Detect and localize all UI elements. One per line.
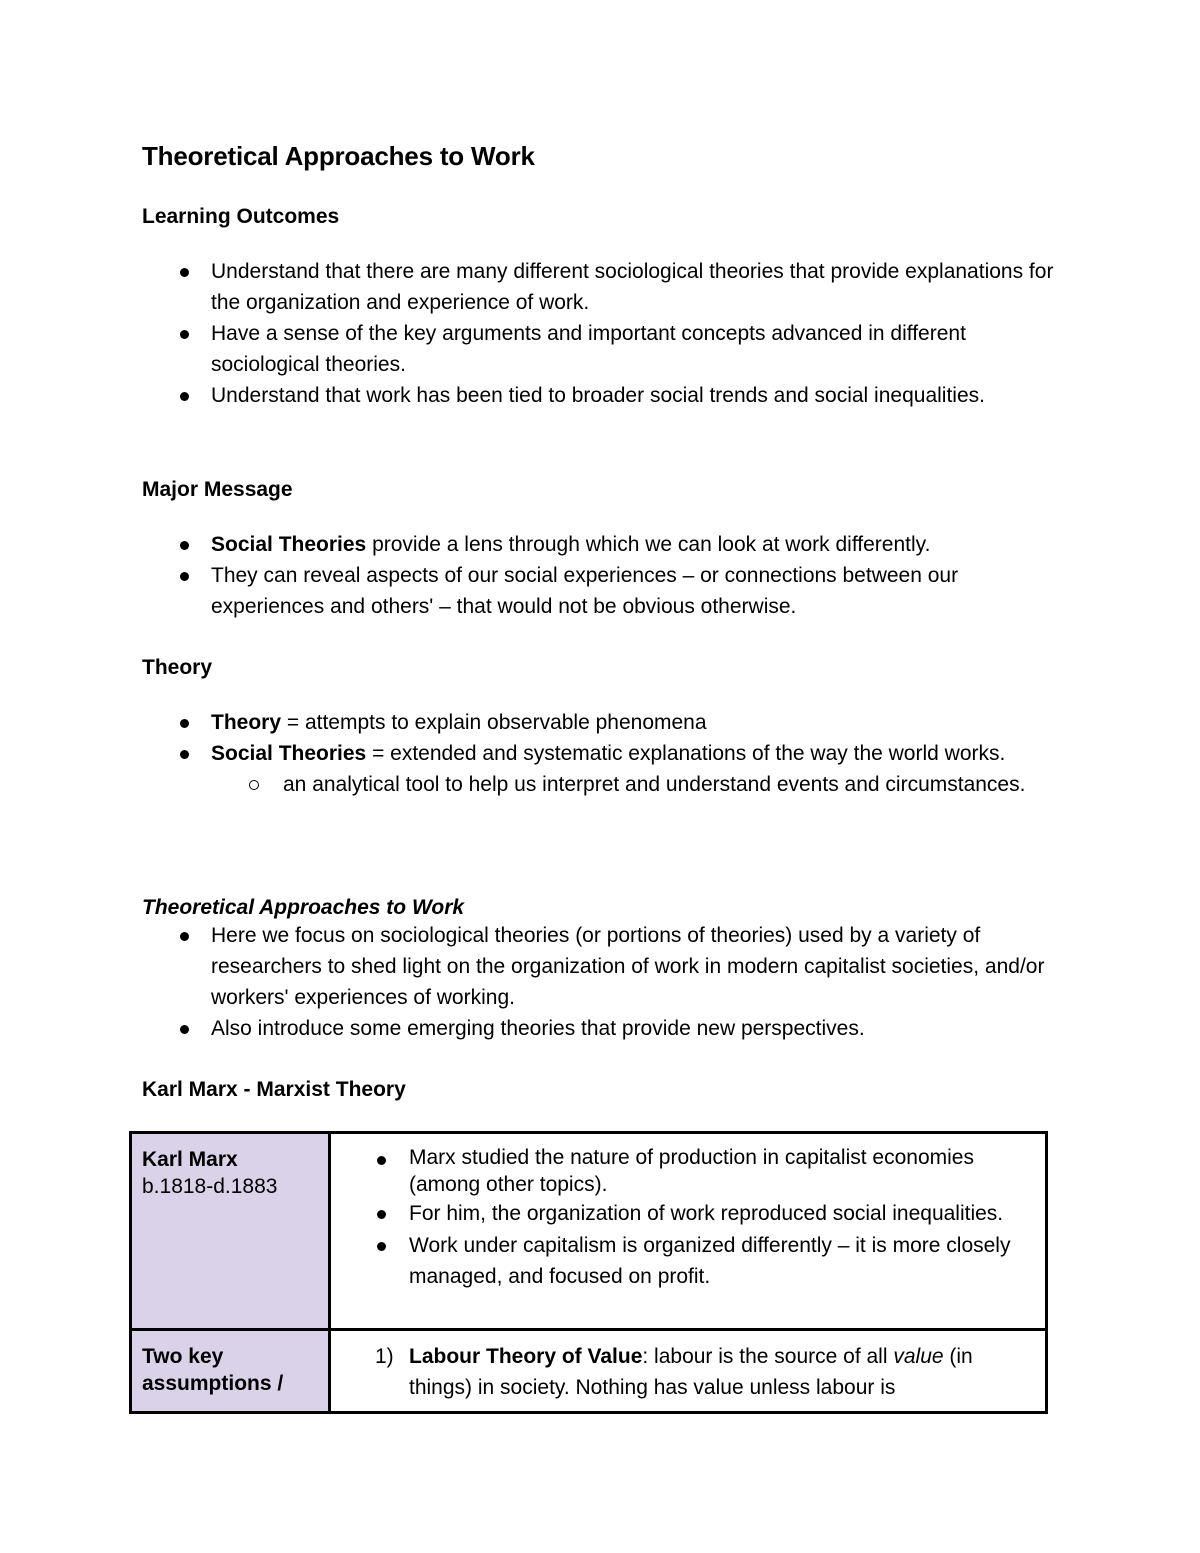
marx-bullets bbox=[343, 1144, 1033, 1292]
major-message-list bbox=[142, 529, 1072, 622]
table-row bbox=[131, 1330, 1047, 1413]
cell-label-assumptions: Two key assumptions / bbox=[142, 1345, 284, 1395]
assumptions-list bbox=[343, 1341, 1033, 1403]
table-label-cell bbox=[131, 1133, 330, 1330]
term-social-theories: Social Theories bbox=[211, 533, 367, 556]
list-number: 1) bbox=[375, 1345, 394, 1368]
list-item bbox=[343, 1341, 1033, 1403]
major-message-heading: Major Message bbox=[142, 478, 293, 501]
theory-heading: Theory bbox=[142, 656, 213, 679]
list-item: Marx studied the nature of production in capitalist economies (among other topics). bbox=[343, 1144, 1033, 1198]
list-item: Here we focus on sociological theories (or portions of theories) used by a variety of researchers to shed light on the organization of work in modern capitalist societies, and/or workers' experiences of working. bbox=[142, 920, 1072, 1013]
approaches-heading: Theoretical Approaches to Work bbox=[142, 896, 465, 919]
list-item-text: : labour is the source of all bbox=[642, 1345, 894, 1368]
list-item: Have a sense of the key arguments and important concepts advanced in different sociological theories. bbox=[142, 318, 1072, 380]
table-content-cell bbox=[330, 1133, 1047, 1330]
marx-heading: Karl Marx - Marxist Theory bbox=[142, 1078, 406, 1101]
list-item: For him, the organization of work reproduced social inequalities. bbox=[343, 1198, 1033, 1230]
cell-label-name: Karl Marx bbox=[142, 1148, 238, 1171]
sub-list-item: an analytical tool to help us interpret and understand events and circumstances. bbox=[211, 769, 1072, 800]
list-item bbox=[142, 738, 1072, 800]
term-social-theories: Social Theories bbox=[211, 742, 367, 765]
table-label-cell bbox=[131, 1330, 330, 1413]
table-content-cell bbox=[330, 1330, 1047, 1413]
theory-sub-list bbox=[211, 769, 1072, 800]
term-value: value bbox=[893, 1345, 944, 1368]
list-item: Also introduce some emerging theories that provide new perspectives. bbox=[142, 1013, 1072, 1044]
term-labour-theory: Labour Theory of Value bbox=[409, 1345, 643, 1368]
term-theory: Theory bbox=[211, 711, 282, 734]
theory-list bbox=[142, 707, 1072, 800]
list-item-text: = attempts to explain observable phenomena bbox=[281, 711, 707, 734]
learning-outcomes-heading: Learning Outcomes bbox=[142, 205, 340, 228]
list-item: Work under capitalism is organized differently – it is more closely managed, and focused on profit. bbox=[343, 1230, 1033, 1292]
list-item: Understand that there are many different sociological theories that provide explanations for the organization and experience of work. bbox=[142, 256, 1072, 318]
page-title: Theoretical Approaches to Work bbox=[142, 141, 535, 171]
list-item-text: = extended and systematic explanations of the way the world works. bbox=[366, 742, 1006, 765]
list-item: They can reveal aspects of our social experiences – or connections between our experiences and others' – that would not be obvious otherwise. bbox=[142, 560, 1072, 622]
marx-table bbox=[129, 1131, 1048, 1414]
approaches-list bbox=[142, 920, 1072, 1044]
list-item bbox=[142, 707, 1072, 738]
table-row bbox=[131, 1133, 1047, 1330]
cell-label-dates: b.1818-d.1883 bbox=[142, 1175, 278, 1198]
list-item: Understand that work has been tied to broader social trends and social inequalities. bbox=[142, 380, 1072, 411]
learning-outcomes-list bbox=[142, 256, 1072, 411]
list-item bbox=[142, 529, 1072, 560]
list-item-text: provide a lens through which we can look at work differently. bbox=[366, 533, 931, 556]
list-item-text: (in things) in society. Nothing has value unless labour is bbox=[409, 1345, 973, 1399]
